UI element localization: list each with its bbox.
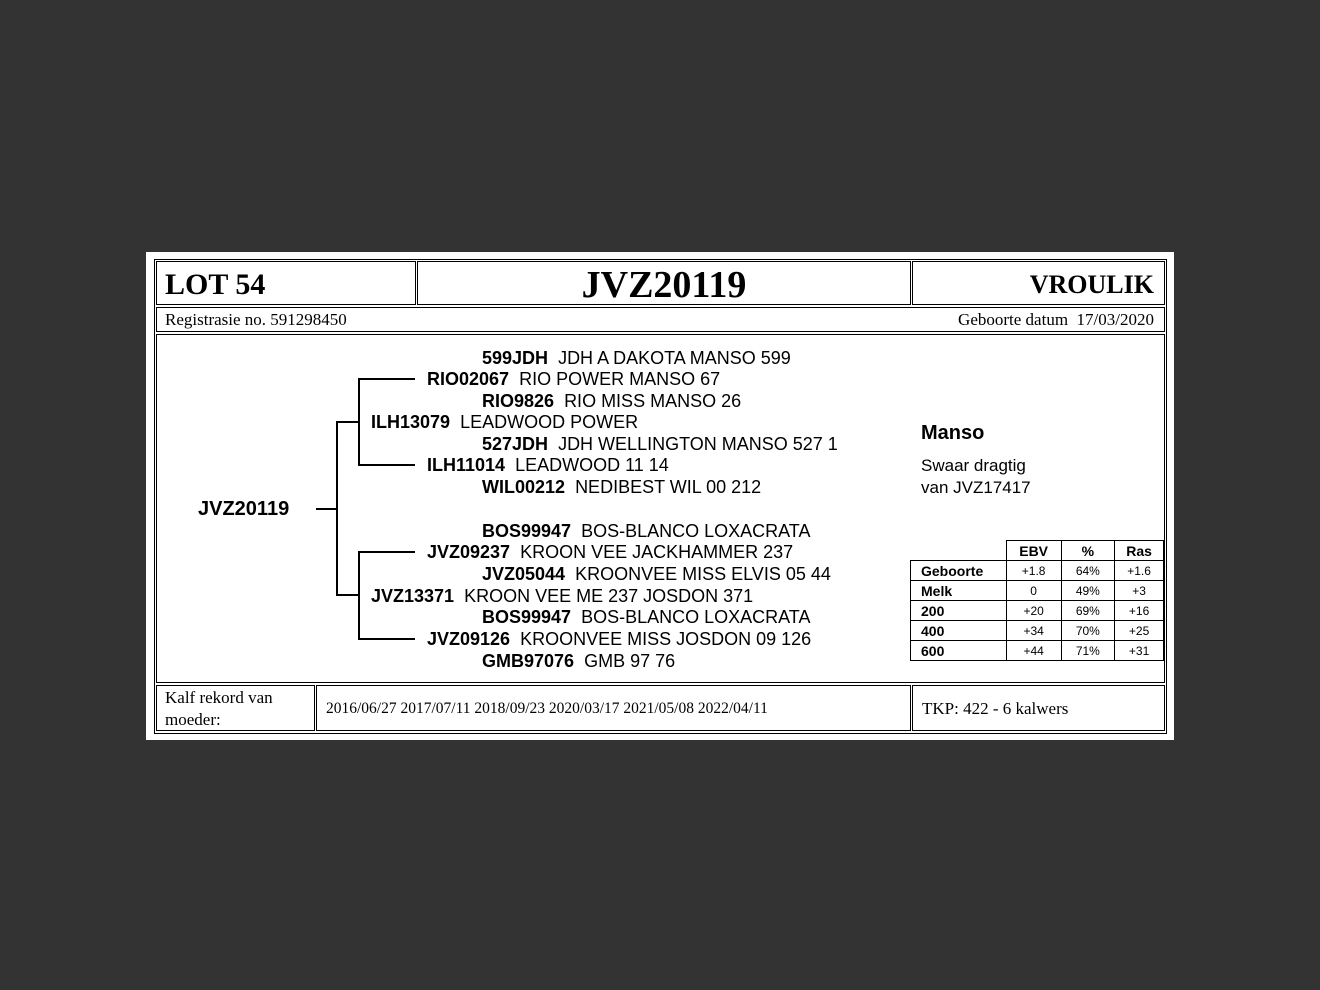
ebv-ras: +1.6 [1115,561,1164,581]
dam-dam-stub [358,638,415,640]
notes-line2: van JVZ17417 [921,478,1031,497]
lot-number: LOT 54 [165,268,266,301]
ebv-header-blank [911,541,1007,561]
ebv-ras: +3 [1115,581,1164,601]
pedigree-sire-sire-dam: RIO9826 RIO MISS MANSO 26 [482,391,742,411]
animal-id-title: JVZ20119 [581,264,747,306]
birth-date-group [958,310,1154,330]
root-connector [316,508,336,510]
ebv-pct: 64% [1061,561,1115,581]
dam-vertical [358,551,360,639]
pedigree-sire: ILH13079 LEADWOOD POWER [371,412,639,432]
pedigree-dam-sire-dam: JVZ05044 KROONVEE MISS ELVIS 05 44 [482,564,831,584]
pedigree-dam-dam-dam: GMB97076 GMB 97 76 [482,651,676,671]
calf-record-label-line1: Kalf rekord van [165,688,273,707]
ebv-header-ras: Ras [1115,541,1164,561]
pedigree-dam-sire-sire: BOS99947 BOS-BLANCO LOXACRATA [482,521,811,541]
ebv-value: +44 [1006,641,1061,661]
calf-record-dates-cell [316,685,911,731]
ebv-ras: +16 [1115,601,1164,621]
pedigree-dam-sire: JVZ09237 KROON VEE JACKHAMMER 237 [427,542,794,562]
gen1-vertical [336,421,338,595]
pedigree-sire-sire-sire: 599JDH JDH A DAKOTA MANSO 599 [482,348,791,368]
birth-date-label: Geboorte datum [958,310,1069,329]
ebv-row-birth [911,561,1164,581]
sire-sire-stub [358,378,415,380]
sex-cell [912,261,1165,305]
pedigree-root: JVZ20119 [198,498,290,520]
ebv-header-pct: % [1061,541,1115,561]
ebv-table [910,540,1164,661]
sire-vertical [358,378,360,465]
calf-record-label-cell [156,685,315,731]
sire-stub [336,421,358,423]
pedigree-sire-dam-dam: WIL00212 NEDIBEST WIL 00 212 [482,477,762,497]
ebv-pct: 71% [1061,641,1115,661]
calf-record-label-line2: moeder: [165,710,221,729]
registration-number: Registrasie no. 591298450 [165,310,347,329]
ebv-ras: +31 [1115,641,1164,661]
registration-row [156,307,1165,332]
ebv-value: +20 [1006,601,1061,621]
ebv-row-label: Geboorte [911,561,1007,581]
ebv-row-label: 200 [911,601,1007,621]
ebv-value: +34 [1006,621,1061,641]
ebv-header-row [911,541,1164,561]
pedigree-sire-sire: RIO02067 RIO POWER MANSO 67 [427,369,721,389]
ebv-row-milk [911,581,1164,601]
calf-record-dates: 2016/06/27 2017/07/11 2018/09/23 2020/03/17 2021/05/08 2022/04/11 [326,700,768,717]
pedigree-dam-dam-sire: BOS99947 BOS-BLANCO LOXACRATA [482,607,811,627]
lot-cell [156,261,416,305]
ebv-value: +1.8 [1006,561,1061,581]
ebv-row-label: 400 [911,621,1007,641]
ebv-ras: +25 [1115,621,1164,641]
dam-sire-stub [358,551,415,553]
ebv-header-ebv: EBV [1006,541,1061,561]
ebv-pct: 49% [1061,581,1115,601]
tkp-cell [912,685,1165,731]
birth-date-value: 17/03/2020 [1076,310,1154,329]
pedigree-sire-dam-sire: 527JDH JDH WELLINGTON MANSO 527 1 [482,434,838,454]
dam-stub [336,594,358,596]
ebv-row-600 [911,641,1164,661]
notes-line1: Swaar dragtig [921,456,1026,475]
animal-id-cell [417,261,911,305]
pedigree-sire-dam: ILH11014 LEADWOOD 11 14 [427,455,669,475]
ebv-row-label: Melk [911,581,1007,601]
ebv-row-200 [911,601,1164,621]
sex-label: VROULIK [1029,270,1154,299]
sire-dam-stub [358,464,415,466]
tkp-value: TKP: 422 - 6 kalwers [922,699,1069,718]
lot-card [146,252,1174,740]
pedigree-dam: JVZ13371 KROON VEE ME 237 JOSDON 371 [371,586,754,606]
notes-title: Manso [921,422,985,444]
ebv-pct: 69% [1061,601,1115,621]
pedigree-dam-dam: JVZ09126 KROONVEE MISS JOSDON 09 126 [427,629,812,649]
ebv-value: 0 [1006,581,1061,601]
ebv-row-label: 600 [911,641,1007,661]
ebv-pct: 70% [1061,621,1115,641]
ebv-row-400 [911,621,1164,641]
